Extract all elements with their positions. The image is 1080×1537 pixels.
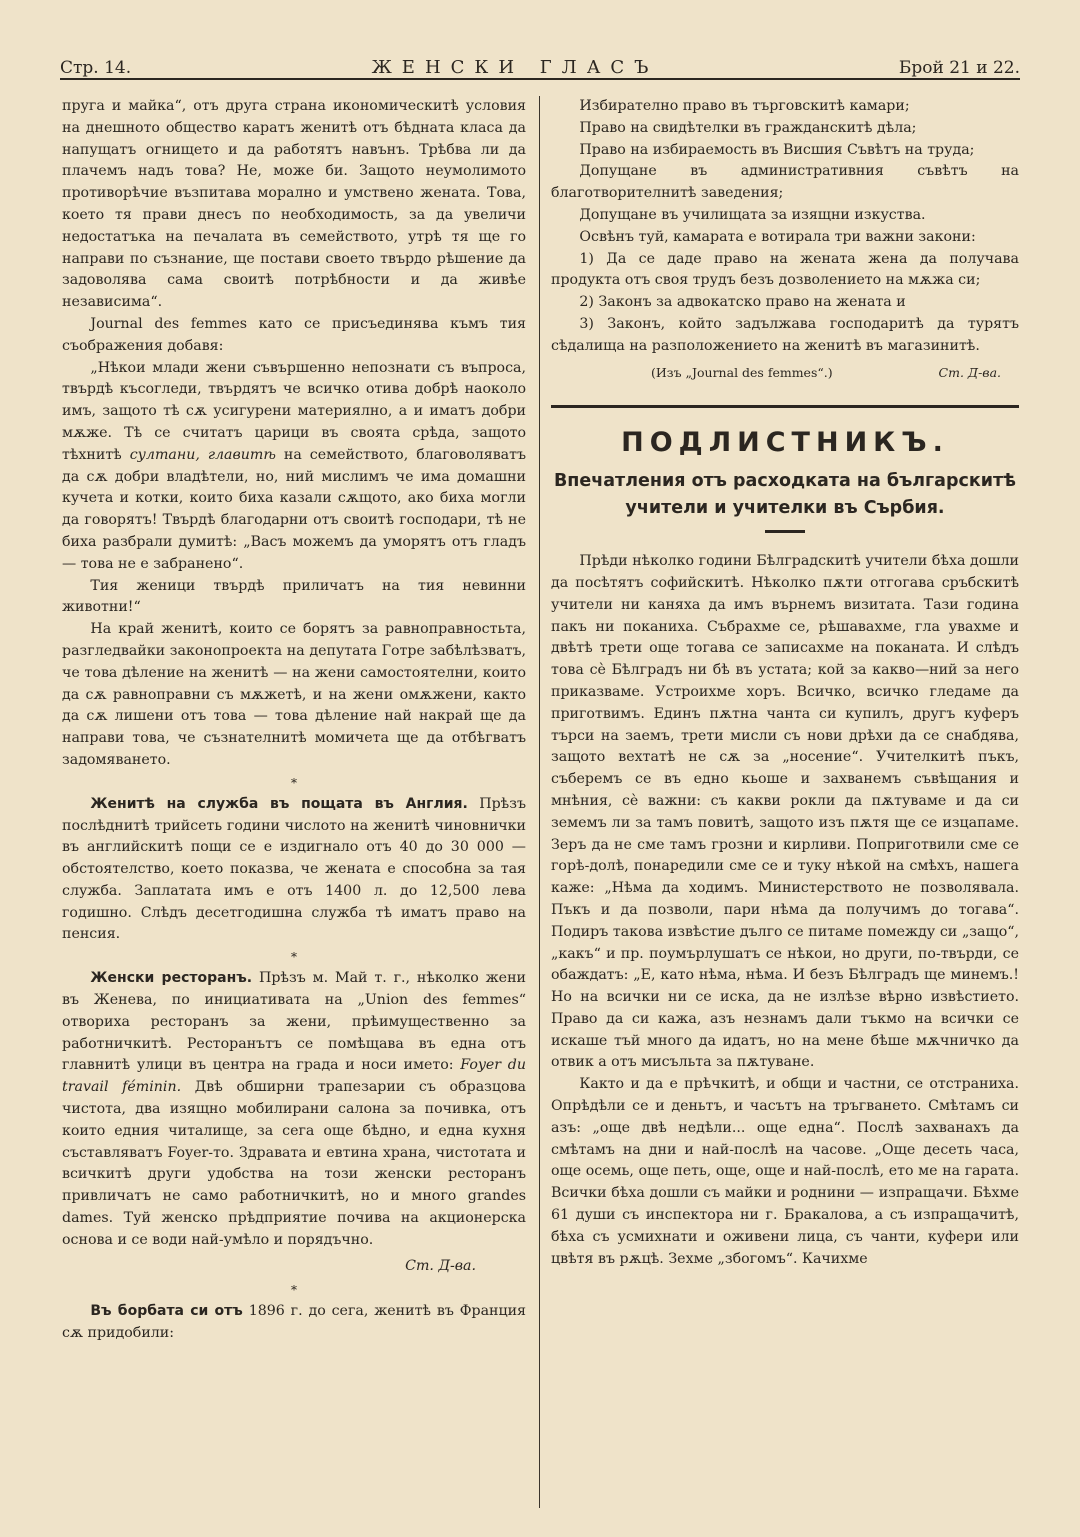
post-article bbox=[62, 794, 526, 947]
restaurant-article bbox=[62, 968, 526, 1251]
france-text: 1896 г. до сега, женитѣ въ Франция сѫ придобили: bbox=[62, 1303, 526, 1342]
section-separator: * bbox=[291, 1283, 297, 1298]
article-title: Впечатления отъ расходката на българскитѣ учители и учителки въ Сърбия. bbox=[553, 471, 1017, 519]
newspaper-title: ЖЕНСКИ ГЛАСЪ bbox=[371, 57, 659, 78]
post-text: Прѣзъ послѣднитѣ трийсеть години числото на женитѣ чиновнички въ английскитѣ пощи се е издигнало отъ 40 до 30 000 — обстоятелство, което показва, че жената е способна за тая служба. Заплатата имъ е отъ 1400 л. до 12,500 лева годишно. Слѣдъ десетгодишна служба тѣ иматъ право на пенсия. bbox=[62, 795, 526, 943]
article-paragraph: Както и да е прѣчкитѣ, и общи и частни, се отстраниха. Опрѣдѣли се и деньтъ, и часътъ на тръгването. Смѣтамъ си азъ: „още двѣ недѣли... още една“. Послѣ захванахъ да смѣтамъ на дни и най-послѣ на часове. „Още десеть часа, още осемь, още петь, още, още и най-послѣ, ето ме на гарата. Всички бѣха дошли съ майки и роднини — изпращачи. Бѣхме 61 души съ инспектора ни г. Бракалова, а съ изпращачитѣ, бѣха съ усмихнати и оживени лица, съ чанти, куфери или цвѣтя въ рѫцѣ. Зехме „збогомъ“. Качихме bbox=[551, 1076, 1019, 1267]
text-run: Прѣзъ м. Май т. г., нѣколко жени въ Женева, по инициативата на „Union des femmes“ отвориха ресторанъ за жени, прѣимущественно за работничкитѣ. Ресторанътъ се помѣщава въ една отъ главнитѣ улици въ центра на града и носи името: bbox=[62, 970, 526, 1074]
header-rule bbox=[60, 78, 1020, 80]
text-run: Двѣ обширни трапезарии съ образцова чистота, два изящно мобилирани салона за почивка, отъ които едния читалище, за сега още бѣдно, и една кухня съставляватъ Foyer-то. Здравата и евтина храна, чистотата и всичкитѣ други удобства на този женски ресторанъ привличатъ не само работничкитѣ, но и много grandes dames. Туй женско прѣдприятие почива на акционерска основа и се води най-умѣло и порядъчно. bbox=[62, 1079, 526, 1248]
text-run: на семейството, благоволяватъ да сѫ добри владѣтели, но, ний мислимъ че има домашни кучета и котки, които биха казали сѫщото, ако биха могли да говорятъ! Твърдѣ благодарни отъ своитѣ господари, тѣ не биха разбрали думитѣ: „Васъ можемъ да уморятъ отъ гладъ — това не е забранено“. bbox=[62, 446, 526, 572]
section-separator: * bbox=[291, 950, 297, 965]
paragraph: Освѣнъ туй, камарата е вотирала три важни закони: bbox=[579, 228, 976, 245]
section-separator: * bbox=[291, 775, 297, 790]
quote-paragraph bbox=[62, 358, 526, 576]
source-citation: (Изъ „Journal des femmes“.) bbox=[651, 364, 833, 380]
rights-item: Право на избираемость въ Висшия Съвѣтъ на труда; bbox=[579, 141, 975, 158]
paragraph: Тия женици твърдѣ приличатъ на тия невинни животни!“ bbox=[62, 577, 526, 616]
france-headline: Въ борбата си отъ bbox=[90, 1303, 243, 1320]
text-run: „Нѣкои млади жени съвършенно непознати съ въпроса, твърдѣ късогледи, твърдятъ че всичко отива добрѣ наоколо имъ, защото тѣ сѫ усигурени материялно, а и иматъ добри мѫже. Тѣ се считатъ царици въ своята срѣда, защото тѣхнитѣ bbox=[62, 359, 526, 463]
column-divider bbox=[539, 96, 540, 1508]
feuilleton-heading: ПОДЛИСТНИКЪ. bbox=[621, 427, 949, 459]
page-header bbox=[60, 42, 1020, 78]
italic-run: Foyer du travail féminin. bbox=[62, 1057, 526, 1096]
rights-item: Допущане въ административния съвѣтъ на благотворителнитѣ заведения; bbox=[551, 163, 1019, 202]
rights-item: Допущане въ училищата за изящни изкуства. bbox=[579, 206, 926, 223]
section-rule bbox=[551, 405, 1019, 408]
signature: Ст. Д-ва. bbox=[405, 1257, 476, 1274]
rights-item: Право на свидѣтелки въ гражданскитѣ дѣла; bbox=[579, 119, 917, 136]
signature: Ст. Д-ва. bbox=[938, 364, 1001, 380]
paragraph: пруга и майка“, отъ друга страна икономическитѣ условия на днешното общество каратъ женитѣ отъ бѣдната класа да напущатъ огнището и да работятъ навънъ. Трѣбва ли да плачемъ надъ това? Не, може би. Защото неумолимото противорѣчие възпитава морално и умствено жената. Това, което тя прави днесъ по необходимость, за да увеличи недостатъка на печалата въ семейството, утрѣ тя ще го направи по съзнание, ще постави своето твърдо рѣшение да задоволява сама своитѣ потрѣбности и да живѣе независима“. bbox=[62, 98, 526, 311]
restaurant-headline: Женски ресторанъ. bbox=[90, 970, 253, 987]
rights-item: Избирателно право въ търговскитѣ камари; bbox=[579, 98, 910, 114]
page-number: Стр. 14. bbox=[60, 58, 132, 78]
post-headline: Женитѣ на служба въ пощата въ Англия. bbox=[90, 795, 468, 812]
italic-run: султани, главитѣ bbox=[129, 446, 276, 463]
law-item: 2) Законъ за адвокатско право на жената и bbox=[579, 294, 906, 311]
france-article bbox=[62, 1301, 526, 1345]
law-item: 1) Да се даде право на жената жена да получава продукта отъ своя трудъ безъ дозволението на мѫжа си; bbox=[551, 250, 1019, 289]
paragraph: Journal des femmes като се присъединява къмъ тия съображения добавя: bbox=[62, 315, 526, 354]
article-paragraph: Прѣди нѣколко години Бѣлградскитѣ учители бѣха дошли да посѣтятъ софийскитѣ. Нѣколко пѫти отгогава сръбскитѣ учители ни каняха да имъ върнемъ визитата. Тази година пакъ ни поканиха. Събрахме се, рѣшавахме, гла увахме и двѣтѣ трети още тогава се записахме на поканата. И слѣдъ това сѐ Бѣлградъ ни бѣ въ устата; кой за какво—ний за него приказваме. Устроихме хоръ. Всичко, всичко гледаме да приготвимъ. Единъ пѫтна чанта си купилъ, другъ куферъ търси на заемъ, трети мисли съ нови дрѣхи да се снабдява, защото вехтатѣ не сѫ за „носение“. Учителкитѣ пъкъ, съберемъ се въ едно кьоше и захванемъ съвѣщания и мнѣния, сѐ важни: съ какви рокли да пѫтуваме и да си земемъ ли за тамъ повитѣ, защото изъ пѫтя ще се изцапаме. Зеръ да не сме тамъ грозни и кирливи. Поприготвили сме се горѣ-долѣ, понаредили сме се и туку нѣкой на смѣхъ, нашега каже: „Нѣма да ходимъ. Министерството не позволявала. Пъкъ и да позволи, пари нѣма да получимъ до тогава“. Подиръ такова извѣстие дълго се питаме помежду си „защо“, „какъ“ и пр. поумърлушатъ се нѣкои, но други, по-твърди, се обаждатъ: „Е, като нѣма, нѣма. И безъ Бѣлградъ ще минемъ.! Но на всички ни се иска, да не излѣзе вѣрно извѣстието. Право да си кажа, азъ незнамъ дали тъкмо на всички се искаше тъй много да идатъ, но на мене бѣше мѫчничко да отвик а отъ мисъльта за пѫтуване. bbox=[551, 553, 1019, 1071]
left-column bbox=[62, 96, 526, 1516]
source-line bbox=[551, 362, 1019, 384]
right-column bbox=[551, 96, 1019, 1516]
issue-number: Брой 21 и 22. bbox=[898, 58, 1020, 78]
paragraph: На край женитѣ, които се борятъ за равноправностьта, разгледвайки законопроекта на депутата Готре забѣлѣзватъ, че това дѣление на женитѣ — на жени самостоятелни, които да сѫ равноправни съ мѫжетѣ, и на жени омѫжени, както да сѫ лишени отъ това — това дѣление най накрай ще да направи това, че съзнателнитѣ момичета ще да отбѣгватъ задомяването. bbox=[62, 621, 526, 768]
title-rule bbox=[765, 530, 805, 533]
law-item: 3) Законъ, който задължава господаритѣ да турятъ сѣдалища на разположението на женитѣ въ магазинитѣ. bbox=[551, 315, 1019, 354]
